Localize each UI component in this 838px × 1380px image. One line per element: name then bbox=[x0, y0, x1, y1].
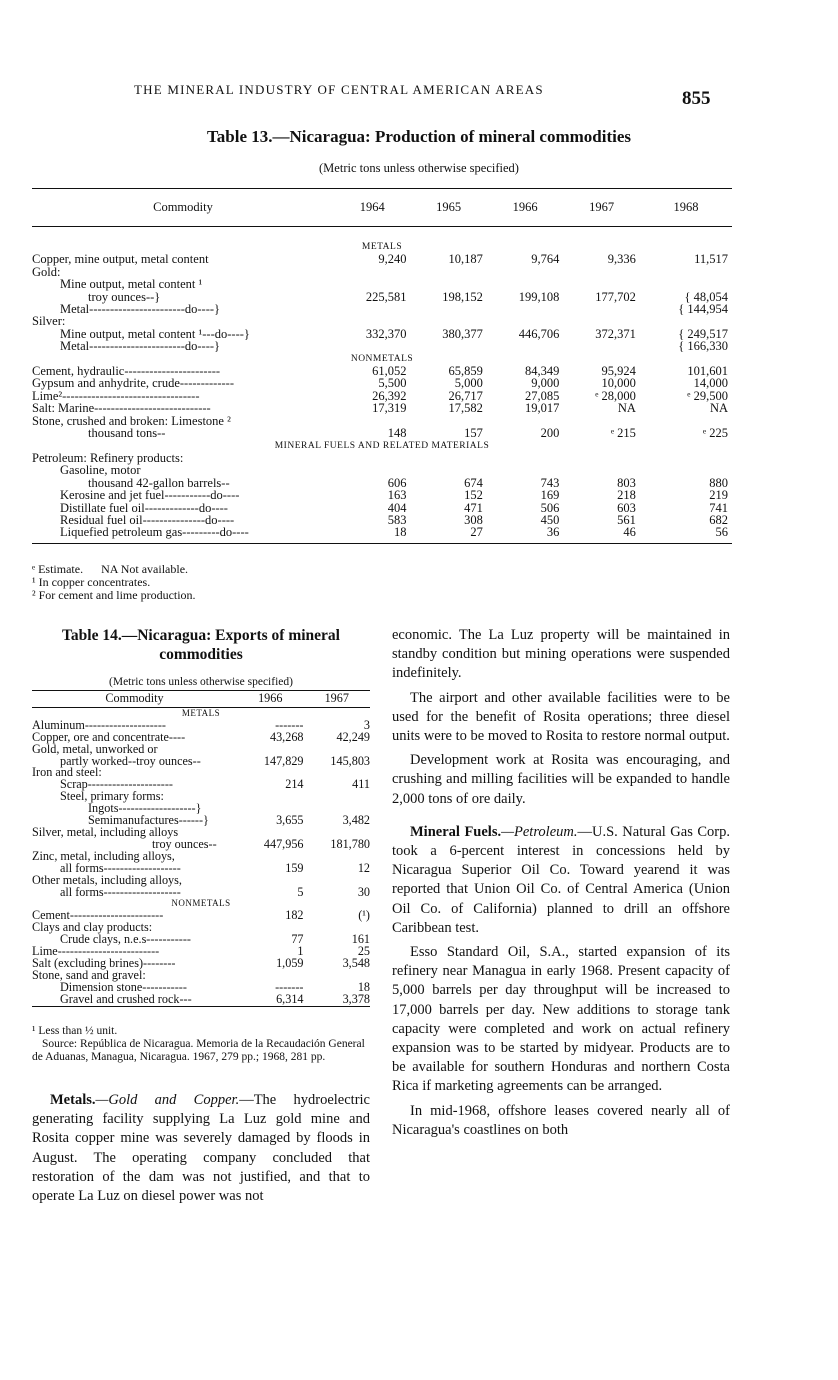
table13-body bbox=[32, 227, 732, 544]
value-cell: 404 bbox=[387, 500, 407, 515]
value-cell: (¹) bbox=[358, 908, 370, 923]
right-column-text bbox=[392, 626, 730, 1145]
value-cell: 9,000 bbox=[531, 376, 560, 391]
value-cell: 84,349 bbox=[524, 364, 560, 379]
value-cell: 198,152 bbox=[442, 289, 483, 304]
value-cell: { 144,954 bbox=[678, 302, 728, 317]
commodity-cell: thousand tons-- bbox=[88, 426, 166, 441]
commodity-cell: Salt (excluding brines)-------- bbox=[32, 955, 176, 970]
value-cell: { 249,517 bbox=[678, 326, 728, 341]
fuels-heading: Mineral Fuels. bbox=[410, 823, 502, 840]
value-cell: 161 bbox=[351, 932, 370, 947]
value-cell bbox=[640, 266, 732, 278]
value-cell: NA bbox=[709, 401, 728, 416]
value-cell bbox=[237, 875, 304, 887]
metals-subheading: —Gold and Copper. bbox=[95, 1092, 240, 1108]
metals-paragraph bbox=[32, 1091, 370, 1206]
column-header: 1966 bbox=[237, 691, 304, 708]
table13-header-row bbox=[32, 189, 732, 227]
metals-heading: Metals. bbox=[50, 1092, 96, 1108]
commodity-cell: Zinc, metal, including alloys, bbox=[32, 848, 175, 863]
value-cell: 95,924 bbox=[601, 364, 636, 379]
value-cell bbox=[410, 266, 486, 278]
section-row bbox=[32, 227, 732, 254]
table-row bbox=[32, 887, 370, 899]
value-cell bbox=[563, 315, 640, 327]
value-cell: 9,240 bbox=[378, 252, 407, 267]
value-cell: 674 bbox=[464, 475, 483, 490]
value-cell: 1,059 bbox=[276, 955, 304, 970]
commodity-cell: Lime------------------------- bbox=[32, 944, 160, 959]
paragraph-esso: Esso Standard Oil, S.A., started expansion of its refinery near Managua in early 1968. Present capacity of 5,000 barrels per day throughput will be increased to 17,000 barrels per day. New additions to storage tank capacity were completed and work on actual refinery expansion was to be started by midyear. Products are to be available for southern Honduras and northern Costa Rica if marketing agreements can be arranged. bbox=[392, 944, 730, 1095]
left-column-text bbox=[32, 1091, 370, 1211]
table14-subtitle: (Metric tons unless otherwise specified) bbox=[109, 676, 293, 688]
value-cell: 10,000 bbox=[601, 376, 636, 391]
value-cell: 61,052 bbox=[372, 364, 407, 379]
value-cell: 11,517 bbox=[694, 252, 728, 267]
value-cell: 10,187 bbox=[448, 252, 483, 267]
value-cell bbox=[334, 278, 410, 290]
table14-footnote: ¹ Less than ½ unit. bbox=[32, 1025, 118, 1037]
commodity-cell: Petroleum: Refinery products: bbox=[32, 450, 184, 465]
value-cell bbox=[410, 452, 486, 464]
section-label: METALS bbox=[181, 707, 221, 718]
table13-title: Table 13.—Nicaragua: Production of mineral commodities bbox=[206, 127, 632, 146]
table-row bbox=[32, 340, 732, 352]
section-label: MINERAL FUELS AND RELATED MATERIALS bbox=[274, 440, 490, 451]
table14-title: Table 14.—Nicaragua: Exports of mineral commodities bbox=[62, 627, 340, 663]
value-cell: ------- bbox=[275, 979, 304, 994]
value-cell: 447,956 bbox=[263, 836, 304, 851]
value-cell: 218 bbox=[617, 488, 636, 503]
value-cell bbox=[487, 464, 563, 476]
value-cell bbox=[640, 315, 732, 327]
running-title: THE MINERAL INDUSTRY OF CENTRAL AMERICAN AREAS bbox=[134, 82, 544, 97]
commodity-cell: Aluminum-------------------- bbox=[32, 717, 166, 732]
value-cell bbox=[640, 452, 732, 464]
value-cell: ------- bbox=[275, 717, 304, 732]
commodity-cell: Stone, crushed and broken: Limestone ² bbox=[32, 413, 231, 428]
commodity-cell: Lime²--------------------------------- bbox=[32, 388, 200, 403]
value-cell: 372,371 bbox=[595, 326, 636, 341]
value-cell: 308 bbox=[464, 512, 483, 527]
value-cell: 36 bbox=[487, 526, 563, 543]
value-cell: 5,500 bbox=[378, 376, 407, 391]
value-cell: 5 bbox=[297, 884, 304, 899]
value-cell: 181,780 bbox=[330, 836, 370, 851]
commodity-cell: troy ounces--} bbox=[88, 289, 161, 304]
value-cell bbox=[563, 266, 640, 278]
commodity-cell: Metal-----------------------do----} bbox=[60, 339, 221, 354]
commodity-cell: all forms------------------- bbox=[60, 884, 181, 899]
table-row bbox=[32, 253, 732, 265]
table-row bbox=[32, 526, 732, 543]
paragraph-development: Development work at Rosita was encouraging, and crushing and milling facilities will be expanded to handle 2,000 tons of ore daily. bbox=[392, 752, 730, 807]
value-cell bbox=[237, 791, 304, 803]
table-row bbox=[32, 278, 732, 290]
commodity-cell: Salt: Marine---------------------------- bbox=[32, 401, 211, 416]
commodity-cell: Copper, ore and concentrate---- bbox=[32, 729, 186, 744]
commodity-cell: Semimanufactures------} bbox=[88, 813, 209, 828]
value-cell: 17,582 bbox=[448, 401, 483, 416]
value-cell: 380,377 bbox=[442, 326, 483, 341]
value-cell: 803 bbox=[617, 475, 636, 490]
value-cell: 219 bbox=[709, 488, 728, 503]
column-header: Commodity bbox=[32, 691, 237, 708]
value-cell: ᵉ 215 bbox=[610, 426, 636, 441]
table-row bbox=[32, 377, 732, 389]
value-cell: { 166,330 bbox=[678, 339, 728, 354]
value-cell bbox=[487, 452, 563, 464]
commodity-cell: Metal-----------------------do----} bbox=[60, 302, 221, 317]
fuels-paragraph bbox=[392, 823, 730, 938]
table14-exports bbox=[32, 690, 370, 1007]
section-label: NONMETALS bbox=[350, 353, 414, 364]
value-cell: 3,378 bbox=[304, 994, 371, 1006]
column-header: 1968 bbox=[640, 189, 732, 227]
value-cell: 42,249 bbox=[336, 729, 370, 744]
value-cell: 5,000 bbox=[454, 376, 483, 391]
table-row bbox=[32, 427, 732, 439]
value-cell: 1 bbox=[297, 944, 304, 959]
value-cell: 603 bbox=[617, 500, 636, 515]
value-cell: 27 bbox=[410, 526, 486, 543]
value-cell: 101,601 bbox=[687, 364, 728, 379]
value-cell: 159 bbox=[285, 860, 304, 875]
value-cell: 3 bbox=[363, 717, 370, 732]
value-cell: ᵉ 225 bbox=[702, 426, 728, 441]
value-cell bbox=[334, 340, 410, 352]
value-cell bbox=[487, 278, 563, 290]
table13-production bbox=[32, 188, 732, 544]
commodity-cell: Gasoline, motor bbox=[60, 463, 141, 478]
column-header: 1967 bbox=[563, 189, 640, 227]
value-cell: 225,581 bbox=[365, 289, 407, 304]
table-row bbox=[32, 315, 732, 327]
value-cell: ᵉ 29,500 bbox=[687, 388, 728, 403]
commodity-cell: all forms------------------- bbox=[60, 860, 181, 875]
table-row bbox=[32, 402, 732, 414]
value-cell bbox=[563, 464, 640, 476]
value-cell: 77 bbox=[291, 932, 304, 947]
column-header: 1964 bbox=[334, 189, 410, 227]
paragraph-offshore: In mid-1968, offshore leases covered nearly all of Nicaragua's coastlines on both bbox=[392, 1102, 730, 1138]
commodity-cell: Gold, metal, unworked or bbox=[32, 741, 158, 756]
commodity-cell: thousand 42-gallon barrels-- bbox=[88, 475, 230, 490]
value-cell: 17,319 bbox=[372, 401, 407, 416]
value-cell: 26,392 bbox=[372, 388, 407, 403]
commodity-cell: Stone, sand and gravel: bbox=[32, 967, 146, 982]
commodity-cell: troy ounces-- bbox=[152, 836, 217, 851]
value-cell: 411 bbox=[352, 777, 370, 792]
table-row bbox=[32, 464, 732, 476]
value-cell: 27,085 bbox=[524, 388, 560, 403]
value-cell: 25 bbox=[357, 944, 370, 959]
value-cell bbox=[640, 464, 732, 476]
commodity-cell: Cement----------------------- bbox=[32, 908, 164, 923]
value-cell: 30 bbox=[357, 884, 370, 899]
value-cell: 18 bbox=[357, 979, 370, 994]
value-cell bbox=[334, 464, 410, 476]
value-cell: 9,336 bbox=[607, 252, 636, 267]
value-cell bbox=[410, 340, 486, 352]
value-cell bbox=[487, 303, 563, 315]
value-cell bbox=[563, 303, 640, 315]
value-cell: 148 bbox=[387, 426, 407, 441]
value-cell: 43,268 bbox=[269, 729, 304, 744]
value-cell: { 48,054 bbox=[684, 289, 728, 304]
value-cell: 583 bbox=[387, 512, 407, 527]
commodity-cell: Gold: bbox=[32, 264, 61, 279]
table-row bbox=[32, 994, 370, 1006]
value-cell: 147,829 bbox=[263, 753, 304, 768]
value-cell bbox=[563, 452, 640, 464]
value-cell: 46 bbox=[563, 526, 640, 543]
value-cell: 12 bbox=[357, 860, 370, 875]
table13-footnotes bbox=[32, 563, 196, 602]
value-cell: 6,314 bbox=[237, 994, 304, 1006]
table13-subtitle: (Metric tons unless otherwise specified) bbox=[319, 161, 519, 175]
commodity-cell: Clays and clay products: bbox=[32, 920, 153, 935]
value-cell: 177,702 bbox=[595, 289, 636, 304]
value-cell: 9,764 bbox=[531, 252, 560, 267]
commodity-cell: Cement, hydraulic----------------------- bbox=[32, 364, 221, 379]
commodity-cell: Dimension stone----------- bbox=[60, 979, 187, 994]
section-label: NONMETALS bbox=[171, 898, 231, 909]
value-cell bbox=[487, 340, 563, 352]
value-cell: 682 bbox=[709, 512, 728, 527]
value-cell: 14,000 bbox=[693, 376, 728, 391]
value-cell bbox=[487, 315, 563, 327]
value-cell bbox=[410, 464, 486, 476]
value-cell bbox=[410, 278, 486, 290]
value-cell: 199,108 bbox=[518, 289, 560, 304]
value-cell: 561 bbox=[617, 512, 636, 527]
value-cell: 450 bbox=[540, 512, 560, 527]
commodity-cell: Mine output, metal content ¹ bbox=[60, 277, 203, 292]
value-cell: 3,482 bbox=[342, 813, 370, 828]
table14-header-row bbox=[32, 691, 370, 708]
value-cell: 880 bbox=[709, 475, 728, 490]
commodity-cell: partly worked--troy ounces-- bbox=[60, 753, 201, 768]
commodity-cell: Iron and steel: bbox=[32, 765, 102, 780]
paragraph-economic: economic. The La Luz property will be maintained in standby condition but mining operations were suspended indefinitely. bbox=[392, 627, 730, 682]
value-cell bbox=[410, 315, 486, 327]
value-cell: 169 bbox=[540, 488, 560, 503]
commodity-cell: Steel, primary forms: bbox=[60, 789, 164, 804]
commodity-cell: Liquefied petroleum gas---------do---- bbox=[32, 526, 334, 543]
value-cell: 19,017 bbox=[524, 401, 560, 416]
commodity-cell: Other metals, including alloys, bbox=[32, 872, 182, 887]
footnote-1: ¹ In copper concentrates. bbox=[32, 575, 151, 589]
commodity-cell: Gypsum and anhydrite, crude------------- bbox=[32, 376, 234, 391]
value-cell: 56 bbox=[640, 526, 732, 543]
value-cell: 200 bbox=[540, 426, 560, 441]
value-cell bbox=[334, 452, 410, 464]
table-row bbox=[32, 489, 732, 501]
value-cell: 26,717 bbox=[448, 388, 483, 403]
fuels-text: —U.S. Natural Gas Corp. took a 6-percent interest in concessions held by Nicaragua Superior Oil Co. Toward yearend it was reported that Union Oil Co. of Central America (Union Oil Co. of California) planned to drill an offshore Caribbean test. bbox=[392, 823, 730, 936]
commodity-cell: Kerosine and jet fuel-----------do---- bbox=[60, 488, 240, 503]
value-cell: 606 bbox=[387, 475, 407, 490]
value-cell: NA bbox=[617, 401, 636, 416]
commodity-cell: Distillate fuel oil-------------do---- bbox=[60, 500, 228, 515]
value-cell: 3,548 bbox=[342, 955, 370, 970]
value-cell bbox=[304, 791, 371, 803]
value-cell bbox=[640, 278, 732, 290]
value-cell bbox=[410, 303, 486, 315]
value-cell bbox=[563, 340, 640, 352]
commodity-cell: Residual fuel oil---------------do---- bbox=[60, 512, 235, 527]
page-number: 855 bbox=[682, 88, 711, 109]
column-header: Commodity bbox=[32, 189, 334, 227]
table14-source: Source: República de Nicaragua. Memoria de la Recaudación General de Aduanas, Managua, Nicaragua. 1967, 279 pp.; 1968, 281 pp. bbox=[32, 1038, 365, 1063]
value-cell: 152 bbox=[464, 488, 483, 503]
column-header: 1965 bbox=[410, 189, 486, 227]
value-cell: 214 bbox=[285, 777, 304, 792]
footnote-estimate: ᵉ Estimate. NA Not available. bbox=[32, 562, 189, 576]
fuels-subheading: —Petroleum. bbox=[501, 823, 578, 840]
value-cell: ᵉ 28,000 bbox=[595, 388, 636, 403]
table-row bbox=[32, 791, 370, 803]
metals-text: —The hydroelectric generating facility supplying La Luz gold mine and Rosita copper mine was severely damaged by floods in August. The operating company concluded that restoration of the dam was not justified, and that to operate La Luz on diesel power was not bbox=[32, 1092, 370, 1205]
value-cell: 743 bbox=[540, 475, 560, 490]
commodity-cell: Gravel and crushed rock--- bbox=[32, 994, 237, 1006]
table14-notes bbox=[32, 1025, 370, 1064]
column-header: 1967 bbox=[304, 691, 371, 708]
value-cell: 741 bbox=[709, 500, 728, 515]
table14-body bbox=[32, 707, 370, 1006]
value-cell bbox=[563, 278, 640, 290]
value-cell: 506 bbox=[540, 500, 560, 515]
paragraph-airport: The airport and other available facilities were to be used for the benefit of Rosita operations; three diesel units were to be moved to Rosita to restore normal output. bbox=[392, 689, 730, 745]
column-header: 1966 bbox=[487, 189, 563, 227]
value-cell: 3,655 bbox=[276, 813, 304, 828]
value-cell: 145,803 bbox=[330, 753, 370, 768]
value-cell: 471 bbox=[464, 500, 483, 515]
commodity-cell: Mine output, metal content ¹---do----} bbox=[60, 326, 250, 341]
table-row bbox=[32, 303, 732, 315]
value-cell bbox=[334, 303, 410, 315]
value-cell: 157 bbox=[464, 426, 483, 441]
value-cell bbox=[487, 266, 563, 278]
value-cell bbox=[334, 266, 410, 278]
value-cell bbox=[334, 315, 410, 327]
commodity-cell: Silver, metal, including alloys bbox=[32, 824, 179, 839]
section-label: METALS bbox=[361, 242, 403, 252]
commodity-cell: Silver: bbox=[32, 314, 66, 329]
commodity-cell: Crude clays, n.e.s----------- bbox=[60, 932, 191, 947]
value-cell: 65,859 bbox=[448, 364, 483, 379]
value-cell: 446,706 bbox=[518, 326, 560, 341]
commodity-cell: Ingots-------------------} bbox=[88, 801, 202, 816]
commodity-cell: Copper, mine output, metal content bbox=[32, 252, 209, 267]
value-cell: 182 bbox=[285, 908, 304, 923]
value-cell: 332,370 bbox=[365, 326, 407, 341]
footnote-2: ² For cement and lime production. bbox=[32, 588, 196, 602]
value-cell: 163 bbox=[387, 488, 407, 503]
value-cell: 18 bbox=[334, 526, 410, 543]
commodity-cell: Scrap--------------------- bbox=[60, 777, 173, 792]
